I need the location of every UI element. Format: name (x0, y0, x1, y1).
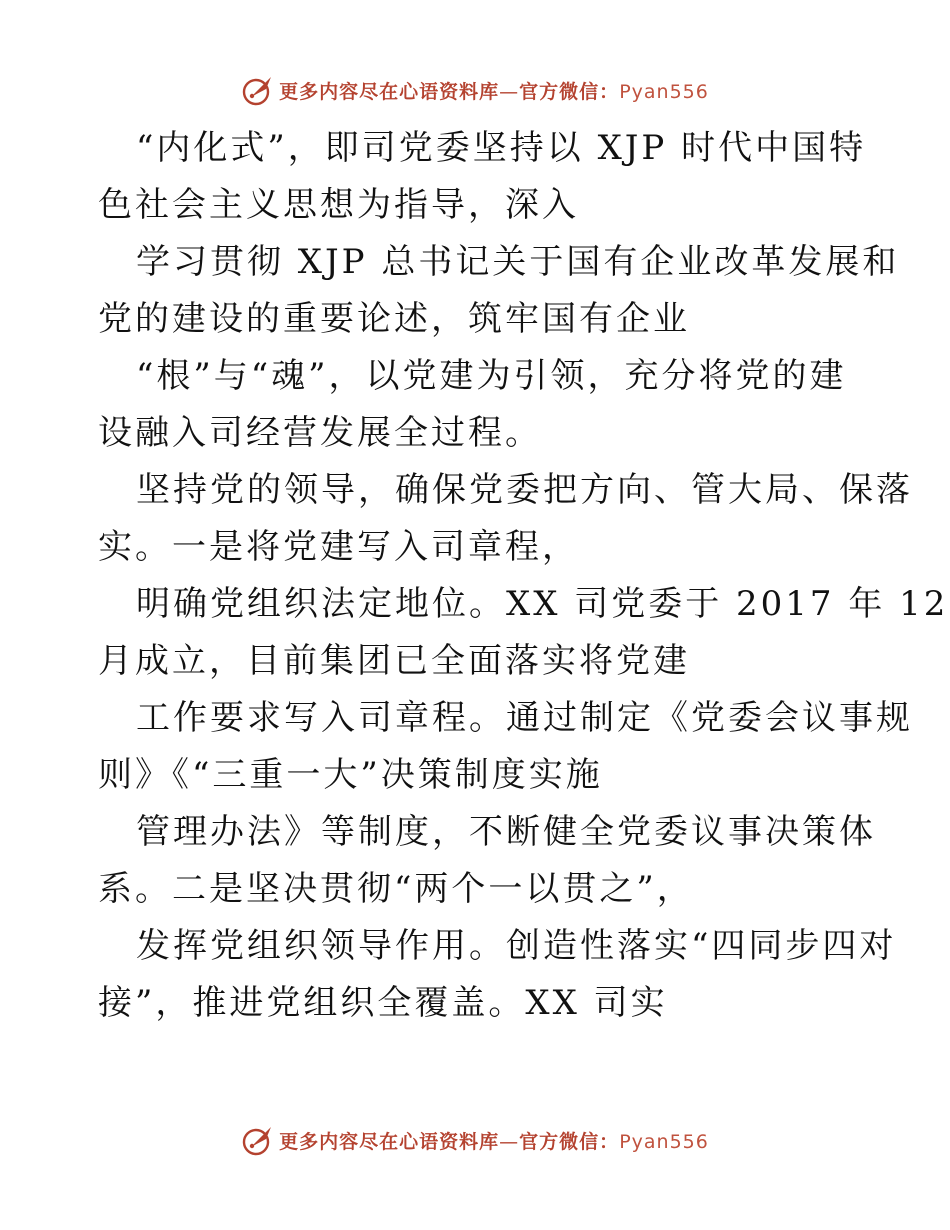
body-line: 实。一是将党建写入司章程， (98, 527, 579, 567)
watermark-text (279, 1127, 709, 1154)
watermark-text (279, 77, 709, 104)
body-line: 设融入司经营发展全过程。 (98, 413, 542, 453)
watermark-suffix: 官方微信： (519, 1130, 620, 1153)
header-watermark (0, 70, 950, 110)
body-line: 坚持党的领导，确保党委把方向、管大局、保落 (136, 470, 913, 510)
body-line: 月成立，目前集团已全面落实将党建 (98, 641, 690, 681)
body-line: “内化式”，即司党委坚持以 XJP 时代中国特 (136, 128, 867, 168)
body-line: 接”，推进党组织全覆盖。XX 司实 (98, 983, 668, 1023)
body-line: “根”与“魂”，以党建为引领，充分将党的建 (136, 356, 847, 396)
document-body (98, 120, 949, 1032)
quill-logo-icon (241, 1123, 275, 1157)
body-line: 明确党组织法定地位。XX 司党委于 2017 年 12 (136, 584, 949, 624)
body-line: 系。二是坚决贯彻“两个一以贯之”， (98, 869, 694, 909)
watermark-suffix: 官方微信： (519, 80, 620, 103)
watermark-dash: — (499, 80, 520, 103)
body-line: 发挥党组织领导作用。创造性落实“四同步四对 (136, 926, 897, 966)
watermark-main: 更多内容尽在心语资料库 (279, 1130, 500, 1153)
footer-watermark (0, 1120, 950, 1160)
watermark-id: Pyan556 (619, 1130, 709, 1153)
body-line: 则》《“三重一大”决策制度实施 (98, 755, 603, 795)
watermark-dash: — (499, 1130, 520, 1153)
quill-logo-icon (241, 73, 275, 107)
body-line: 学习贯彻 XJP 总书记关于国有企业改革发展和 (136, 242, 900, 282)
body-line: 管理办法》等制度，不断健全党委议事决策体 (136, 812, 876, 852)
body-line: 党的建设的重要论述，筑牢国有企业 (98, 299, 690, 339)
body-line: 色社会主义思想为指导，深入 (98, 185, 579, 225)
watermark-main: 更多内容尽在心语资料库 (279, 80, 500, 103)
watermark-id: Pyan556 (619, 80, 709, 103)
body-line: 工作要求写入司章程。通过制定《党委会议事规 (136, 698, 913, 738)
